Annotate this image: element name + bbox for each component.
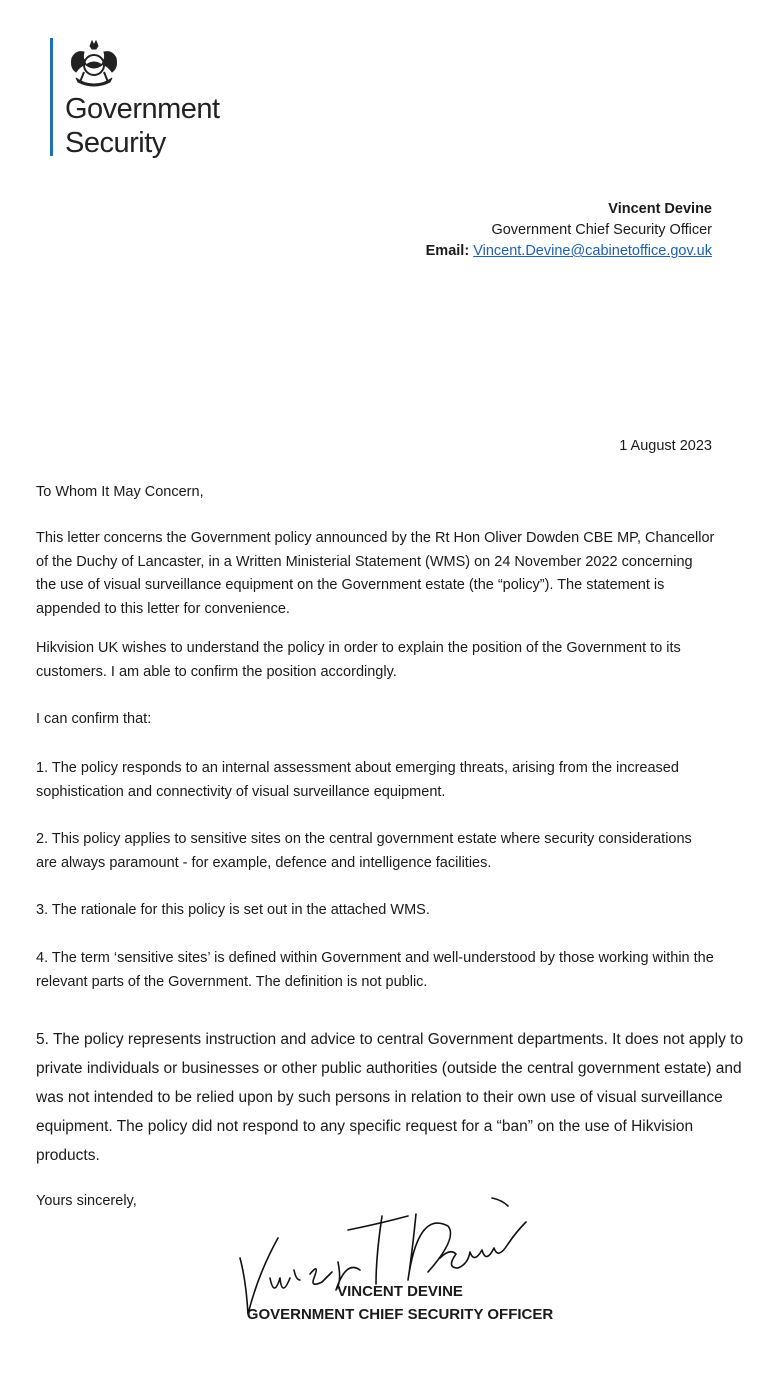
logo-accent-bar (50, 38, 53, 156)
logo-line1: Government (65, 93, 220, 125)
list-item-5: 5. The policy represents instruction and advice to central Government departments. It does not apply to private individuals or businesses or other public authorities (outside the central government estate) and was not intended to be relied upon by such persons in relation to their own use of visual surveillance equipment. The policy did not respond to any specific request for a “ban” on the use of Hikvision products. (36, 1031, 744, 1164)
letter-date: 1 August 2023 (619, 438, 712, 454)
sender-title: Government Chief Security Officer (491, 222, 712, 238)
signatory-title: GOVERNMENT CHIEF SECURITY OFFICER (246, 1306, 554, 1323)
sender-email-line (426, 241, 712, 262)
closing: Yours sincerely, (36, 1193, 137, 1209)
email-link[interactable]: Vincent.Devine@cabinetoffice.gov.uk (473, 243, 712, 259)
list-item-2: 2. This policy applies to sensitive sites on the central government estate where security considerations are always paramount - for example, defence and intelligence facilities. (36, 831, 692, 871)
paragraph-intro: This letter concerns the Government policy announced by the Rt Hon Oliver Dowden CBE MP, Chancellor of the Duchy of Lancaster, in a Written Ministerial Statement (WMS) on 24 November 2022 concerning the use of visual surveillance equipment on the Government estate (the “policy”). The statement is appended to this letter for convenience. (36, 530, 715, 617)
email-label: Email: (425, 243, 470, 259)
list-item-4: 4. The term ‘sensitive sites’ is defined within Government and well-understood by those working within the relevant parts of the Government. The definition is not public. (36, 950, 714, 990)
signature-block (230, 1188, 570, 1328)
sender-block (426, 199, 712, 262)
list-item-3: 3. The rationale for this policy is set out in the attached WMS. (36, 902, 430, 918)
salutation: To Whom It May Concern, (36, 484, 204, 500)
signatory-name: VINCENT DEVINE (337, 1283, 463, 1300)
list-item-1: 1. The policy responds to an internal assessment about emerging threats, arising from the increased sophistication and connectivity of visual surveillance equipment. (36, 760, 679, 800)
royal-crest-icon (64, 38, 124, 88)
logo-wordmark (65, 92, 220, 160)
sender-name: Vincent Devine (608, 201, 712, 217)
logo-line2: Security (65, 127, 166, 159)
paragraph-confirm: I can confirm that: (36, 711, 152, 727)
paragraph-purpose: Hikvision UK wishes to understand the policy in order to explain the position of the Government to its customers. I am able to confirm the position accordingly. (36, 640, 681, 680)
